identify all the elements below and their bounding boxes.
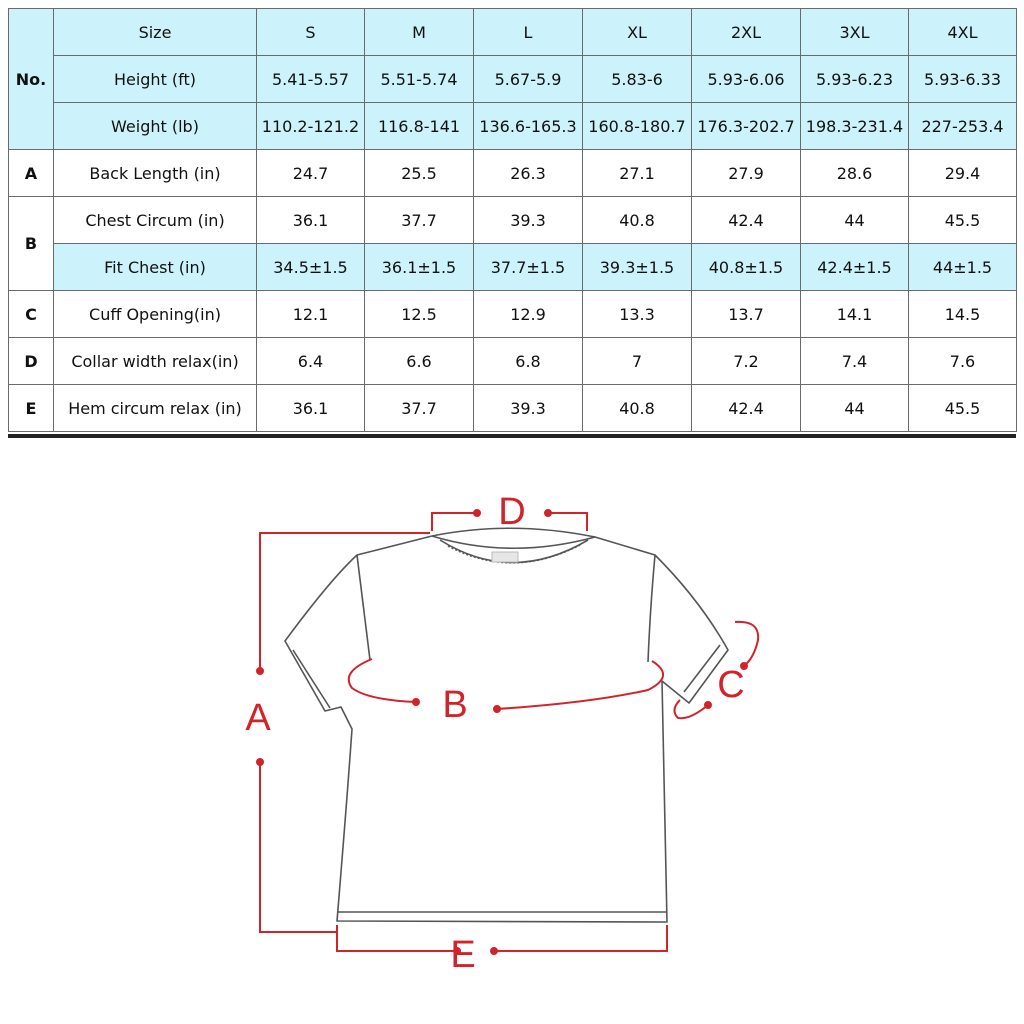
b-marker-dot: [413, 699, 419, 705]
value-cell: 12.9: [474, 291, 583, 338]
left-cuff-band: [293, 650, 330, 708]
value-cell: 39.3: [474, 385, 583, 432]
row-label: Fit Chest (in): [54, 244, 257, 291]
value-cell: 37.7: [365, 197, 474, 244]
value-cell: 6.6: [365, 338, 474, 385]
value-cell: 5.93-6.23: [801, 56, 909, 103]
size-cell: 2XL: [692, 9, 801, 56]
size-cell: L: [474, 9, 583, 56]
value-cell: 12.5: [365, 291, 474, 338]
tshirt-outline: [285, 528, 728, 922]
row-label: Height (ft): [54, 56, 257, 103]
row-code: A: [9, 150, 54, 197]
value-cell: 44: [801, 197, 909, 244]
value-cell: 44±1.5: [909, 244, 1017, 291]
size-cell: S: [257, 9, 365, 56]
row-label: Weight (lb): [54, 103, 257, 150]
b-marker-dot: [494, 706, 500, 712]
size-cell: XL: [583, 9, 692, 56]
row-label: Chest Circum (in): [54, 197, 257, 244]
value-cell: 6.8: [474, 338, 583, 385]
value-cell: 37.7: [365, 385, 474, 432]
value-cell: 34.5±1.5: [257, 244, 365, 291]
value-cell: 45.5: [909, 385, 1017, 432]
row-code: D: [9, 338, 54, 385]
neck-label-tag: [492, 552, 518, 562]
value-cell: 39.3±1.5: [583, 244, 692, 291]
row-label: Cuff Opening(in): [54, 291, 257, 338]
a-marker-dot: [257, 759, 263, 765]
c-marker-dot: [705, 702, 711, 708]
row-label: Collar width relax(in): [54, 338, 257, 385]
value-cell: 136.6-165.3: [474, 103, 583, 150]
size-cell: M: [365, 9, 474, 56]
value-cell: 227-253.4: [909, 103, 1017, 150]
value-cell: 6.4: [257, 338, 365, 385]
value-cell: 5.51-5.74: [365, 56, 474, 103]
label-d: D: [498, 491, 526, 533]
value-cell: 14.1: [801, 291, 909, 338]
value-cell: 7.4: [801, 338, 909, 385]
value-cell: 12.1: [257, 291, 365, 338]
e-marker-right: [494, 925, 667, 951]
d-marker-dot: [545, 510, 551, 516]
value-cell: 39.3: [474, 197, 583, 244]
value-cell: 25.5: [365, 150, 474, 197]
value-cell: 7: [583, 338, 692, 385]
row-code: B: [9, 197, 54, 291]
b-marker-left-arc: [349, 659, 416, 702]
d-marker-dot: [474, 510, 480, 516]
b-marker-line: [497, 661, 663, 709]
label-b: B: [442, 684, 468, 726]
value-cell: 42.4: [692, 197, 801, 244]
value-cell: 28.6: [801, 150, 909, 197]
row-code: E: [9, 385, 54, 432]
value-cell: 116.8-141: [365, 103, 474, 150]
right-sleeve-seam: [648, 555, 655, 662]
value-cell: 45.5: [909, 197, 1017, 244]
label-a: A: [245, 697, 271, 739]
value-cell: 26.3: [474, 150, 583, 197]
value-cell: 13.7: [692, 291, 801, 338]
row-code: C: [9, 291, 54, 338]
label-c: C: [717, 664, 745, 706]
a-marker-top: [260, 533, 430, 671]
size-cell: 4XL: [909, 9, 1017, 56]
value-cell: 24.7: [257, 150, 365, 197]
d-marker-left: [432, 513, 477, 531]
label-e: E: [450, 934, 476, 976]
measurement-markers: [257, 510, 758, 954]
a-marker-dot: [257, 668, 263, 674]
value-cell: 27.9: [692, 150, 801, 197]
c-marker-upper-arc: [735, 622, 758, 666]
value-cell: 44: [801, 385, 909, 432]
row-label: Back Length (in): [54, 150, 257, 197]
value-cell: 40.8±1.5: [692, 244, 801, 291]
tshirt-body: [285, 536, 728, 922]
value-cell: 42.4: [692, 385, 801, 432]
value-cell: 110.2-121.2: [257, 103, 365, 150]
value-cell: 36.1: [257, 385, 365, 432]
value-cell: 160.8-180.7: [583, 103, 692, 150]
value-cell: 14.5: [909, 291, 1017, 338]
value-cell: 27.1: [583, 150, 692, 197]
e-marker-dot: [491, 948, 497, 954]
value-cell: 7.2: [692, 338, 801, 385]
size-cell: 3XL: [801, 9, 909, 56]
value-cell: 5.41-5.57: [257, 56, 365, 103]
c-marker-lower-arc: [674, 700, 708, 718]
value-cell: 5.93-6.33: [909, 56, 1017, 103]
value-cell: 176.3-202.7: [692, 103, 801, 150]
value-cell: 5.93-6.06: [692, 56, 801, 103]
value-cell: 198.3-231.4: [801, 103, 909, 150]
value-cell: 40.8: [583, 385, 692, 432]
value-cell: 5.83-6: [583, 56, 692, 103]
value-cell: 40.8: [583, 197, 692, 244]
value-cell: 36.1±1.5: [365, 244, 474, 291]
value-cell: 37.7±1.5: [474, 244, 583, 291]
e-marker-left: [337, 925, 457, 951]
row-label: Size: [54, 9, 257, 56]
value-cell: 5.67-5.9: [474, 56, 583, 103]
value-cell: 36.1: [257, 197, 365, 244]
value-cell: 29.4: [909, 150, 1017, 197]
row-label: Hem circum relax (in): [54, 385, 257, 432]
value-cell: 13.3: [583, 291, 692, 338]
d-marker-right: [548, 513, 587, 531]
a-marker-bottom: [260, 762, 337, 932]
no-header-cell: No.: [9, 9, 54, 150]
left-sleeve-seam: [357, 555, 370, 660]
value-cell: 42.4±1.5: [801, 244, 909, 291]
value-cell: 7.6: [909, 338, 1017, 385]
